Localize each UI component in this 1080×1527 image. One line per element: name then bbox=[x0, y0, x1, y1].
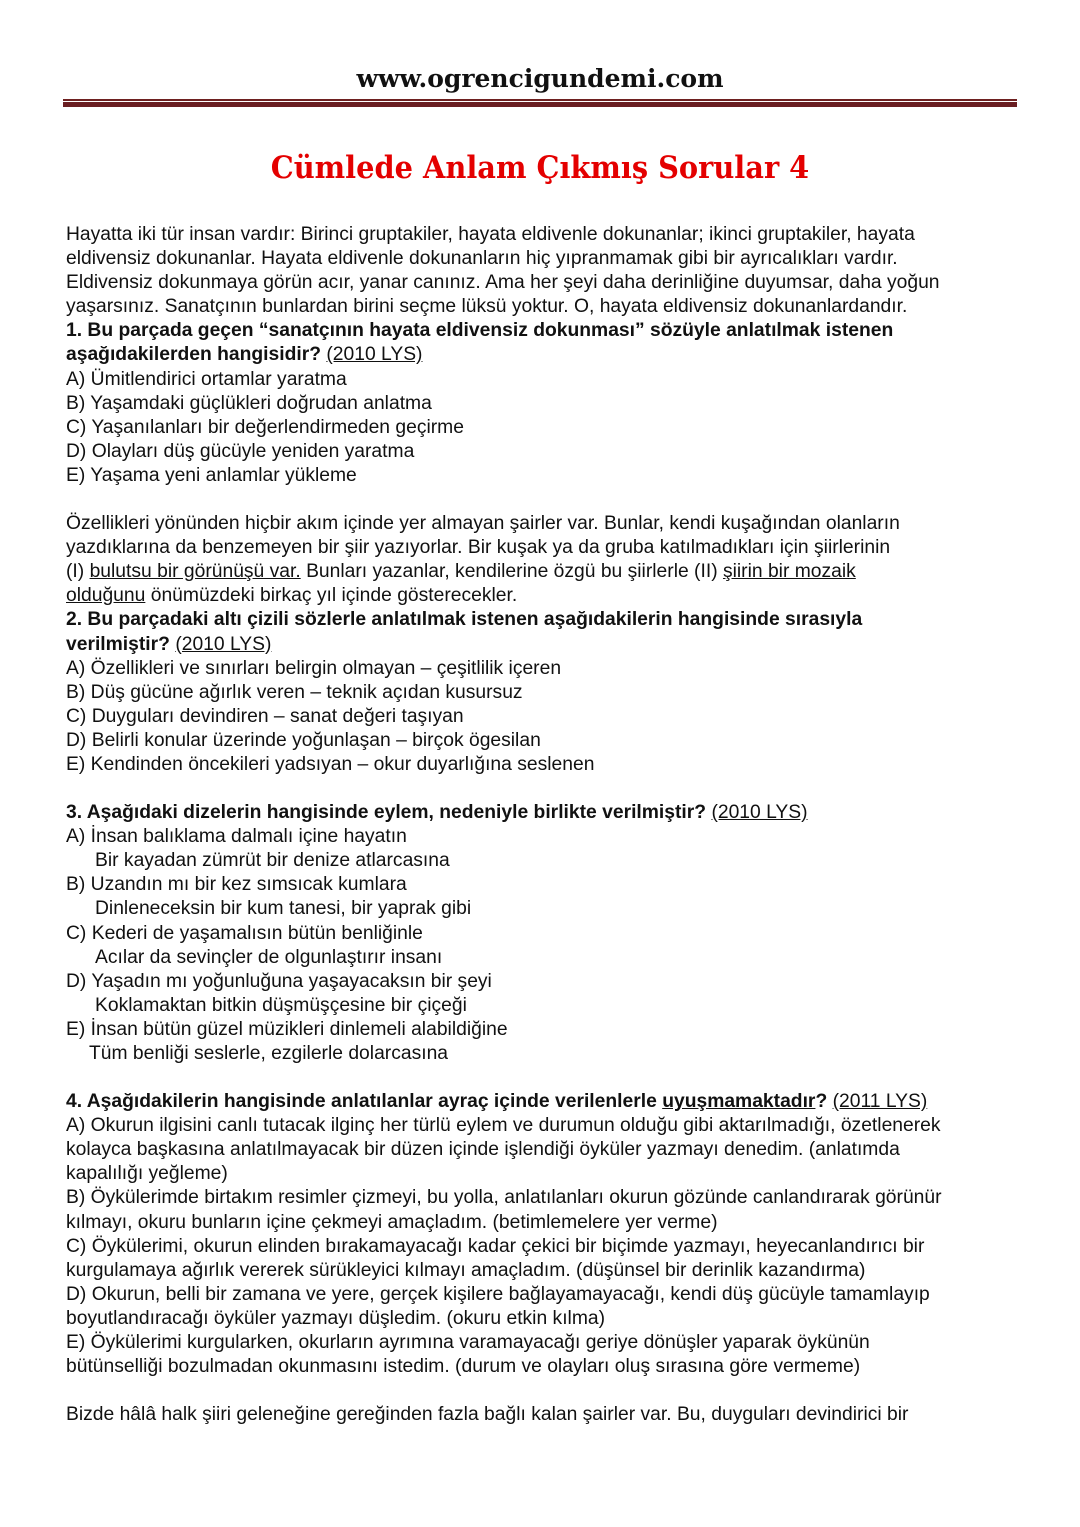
question-3 bbox=[66, 801, 1026, 1066]
question-stem: 1. Bu parçada geçen “sanatçının hayata eldivensiz dokunması” sözüyle anlatılmak istenen bbox=[66, 320, 894, 342]
spacer bbox=[66, 777, 1026, 801]
question-2 bbox=[66, 512, 1026, 777]
option-d-line2: Koklamaktan bitkin düşmüşçesine bir çiçeği bbox=[95, 994, 467, 1016]
option-c: C) Duyguları devindiren – sanat değeri taşıyan bbox=[66, 705, 464, 727]
option-a: A) Ümitlendirici ortamlar yaratma bbox=[66, 368, 347, 390]
option-b: B) Uzandın mı bir kez sımsıcak kumlara bbox=[66, 874, 407, 896]
question-source: (2011 LYS) bbox=[832, 1091, 928, 1113]
question-source: (2010 LYS) bbox=[175, 633, 272, 655]
passage-line bbox=[66, 560, 1026, 584]
passage-line: eldivensiz dokunanlar. Hayata eldivenle dokunanların hiç yıpranmamak gibi bir ayrıcalıkları vardır. bbox=[66, 248, 898, 270]
question-stem-text: 3. Aşağıdaki dizelerin hangisinde eylem, nedeniyle birlikte verilmiştir? bbox=[66, 802, 707, 824]
option-e: E) Kendinden öncekileri yadsıyan – okur duyarlığına seslenen bbox=[66, 753, 595, 775]
passage-line: yazdıklarına da benzemeyen bir şiir yazıyorlar. Bir kuşak ya da gruba katılmadıkları için şiirlerinin bbox=[66, 537, 891, 559]
question-stem-emphasis: uyuşmamaktadır bbox=[662, 1091, 816, 1113]
question-1 bbox=[66, 223, 1026, 488]
option-d: D) Yaşadın mı yoğunluğuna yaşayacaksın bir şeyi bbox=[66, 970, 492, 992]
question-stem-cont bbox=[66, 343, 1026, 367]
spacer bbox=[66, 488, 1026, 512]
passage-line: Eldivensiz dokunmaya görün acır, yanar canınız. Ama her şeyi daha derinliğine duyumsar, daha yoğun bbox=[66, 272, 940, 294]
header-rule-thick bbox=[63, 102, 1017, 107]
document-body bbox=[66, 223, 1026, 1427]
passage-line bbox=[66, 584, 1026, 608]
option-e: E) İnsan bütün güzel müzikleri dinlemeli alabildiğine bbox=[66, 1018, 508, 1040]
question-stem-text: ? bbox=[815, 1091, 828, 1113]
passage-text: (I) bbox=[66, 561, 90, 583]
option-a-line2: Bir kayadan zümrüt bir denize atlarcasına bbox=[95, 850, 450, 872]
page-title: Cümlede Anlam Çıkmış Sorular 4 bbox=[270, 150, 810, 186]
option-b: B) Öykülerimde birtakım resimler çizmeyi, bu yolla, anlatılanları okurun gözünde canlandırarak görünür bbox=[66, 1187, 942, 1209]
option-a-cont: kolayca başkasına anlatılmayacak bir düzen içinde işlendiği öyküler yazmayı denedim. (anlatımda bbox=[66, 1139, 900, 1161]
passage-text: önümüzdeki birkaç yıl içinde gösterecekler. bbox=[145, 585, 518, 607]
option-b: B) Düş gücüne ağırlık veren – teknik açıdan kusursuz bbox=[66, 681, 523, 703]
option-b-line2: Dinleneceksin bir kum tanesi, bir yaprak gibi bbox=[95, 898, 472, 920]
option-c-cont: kurgulamaya ağırlık vererek sürükleyici kılmayı amaçladım. (düşünsel bir derinlik kazandırma) bbox=[66, 1259, 866, 1281]
option-d: D) Belirli konular üzerinde yoğunlaşan – birçok ögesilan bbox=[66, 729, 541, 751]
question-stem: 2. Bu parçadaki altı çizili sözlerle anlatılmak istenen aşağıdakilerin hangisinde sırasıyla bbox=[66, 609, 863, 631]
option-a: A) İnsan balıklama dalmalı içine hayatın bbox=[66, 826, 407, 848]
question-stem-text: verilmiştir? bbox=[66, 633, 170, 655]
question-source: (2010 LYS) bbox=[326, 344, 423, 366]
option-d-cont: boyutlandıracağı öyküler yazmayı düşledim. (okuru etkin kılma) bbox=[66, 1307, 606, 1329]
option-c: C) Kederi de yaşamalısın bütün benliğinle bbox=[66, 922, 423, 944]
option-d: D) Olayları düş gücüyle yeniden yaratma bbox=[66, 440, 415, 462]
spacer bbox=[66, 1066, 1026, 1090]
option-b: B) Yaşamdaki güçlükleri doğrudan anlatma bbox=[66, 392, 432, 414]
underlined-phrase-1: bulutsu bir görünüşü var. bbox=[89, 561, 301, 583]
question-stem-cont bbox=[66, 633, 1026, 657]
option-c: C) Yaşanılanları bir değerlendirmeden geçirme bbox=[66, 416, 464, 438]
trailing-passage: Bizde hâlâ halk şiiri geleneğine gereğinden fazla bağlı kalan şairler var. Bu, duyguları devindirici bir bbox=[66, 1404, 909, 1426]
option-d: D) Okurun, belli bir zamana ve yere, gerçek kişilere bağlayamayacağı, kendi düş gücüyle tamamlayıp bbox=[66, 1283, 930, 1305]
option-a-cont: kapalılığı yeğleme) bbox=[66, 1163, 228, 1185]
option-c-line2: Acılar da sevinçler de olgunlaştırır insanı bbox=[95, 946, 443, 968]
question-stem-text: aşağıdakilerden hangisidir? bbox=[66, 344, 322, 366]
question-4 bbox=[66, 1090, 1026, 1379]
passage-line: Özellikleri yönünden hiçbir akım içinde yer almayan şairler var. Bunlar, kendi kuşağından olanların bbox=[66, 513, 900, 535]
question-stem bbox=[66, 1090, 1026, 1114]
option-e-cont: bütünselliği bozulmadan okunmasını istedim. (durum ve olayları oluş sırasına göre vermeme) bbox=[66, 1356, 861, 1378]
option-c: C) Öykülerimi, okurun elinden bırakamayacağı kadar çekici bir biçimde yazmayı, heyecanlandırıcı bir bbox=[66, 1235, 925, 1257]
passage-line: Hayatta iki tür insan vardır: Birinci gruptakiler, hayata eldivenle dokunanlar; ikinci gruptakiler, hayata bbox=[66, 224, 915, 245]
passage-text: Bunları yazanlar, kendilerine özgü bu şiirlerle (II) bbox=[300, 561, 723, 583]
option-a: A) Özellikleri ve sınırları belirgin olmayan – çeşitlilik içeren bbox=[66, 657, 562, 679]
underlined-phrase-2: şiirin bir mozaik bbox=[722, 561, 856, 583]
option-e: E) Öykülerimi kurgularken, okurların ayrımına varamayacağı geriye dönüşler yaparak öykünün bbox=[66, 1332, 870, 1354]
option-e: E) Yaşama yeni anlamlar yükleme bbox=[66, 464, 357, 486]
option-b-cont: kılmayı, okuru bunların içine çekmeyi amaçladım. (betimlemelere yer verme) bbox=[66, 1211, 718, 1233]
question-stem bbox=[66, 801, 1026, 825]
spacer bbox=[66, 1379, 1026, 1403]
question-stem-text: 4. Aşağıdakilerin hangisinde anlatılanlar ayraç içinde verilenlerle bbox=[66, 1091, 663, 1113]
passage-line: yaşarsınız. Sanatçının bunlardan birini seçme lüksü yoktur. O, hayata eldivensiz dokunanlardandır. bbox=[66, 296, 908, 318]
site-url-header[interactable]: www.ogrencigundemi.com bbox=[356, 64, 724, 93]
question-source: (2010 LYS) bbox=[711, 802, 808, 824]
option-a: A) Okurun ilgisini canlı tutacak ilginç her türlü eylem ve durumun olduğu gibi aktarılmadığı, özetlenerek bbox=[66, 1115, 941, 1137]
header-rule-thin bbox=[63, 99, 1017, 101]
underlined-phrase-2-cont: olduğunu bbox=[66, 585, 146, 607]
option-e-line2: Tüm benliği seslerle, ezgilerle dolarcasına bbox=[89, 1043, 449, 1064]
